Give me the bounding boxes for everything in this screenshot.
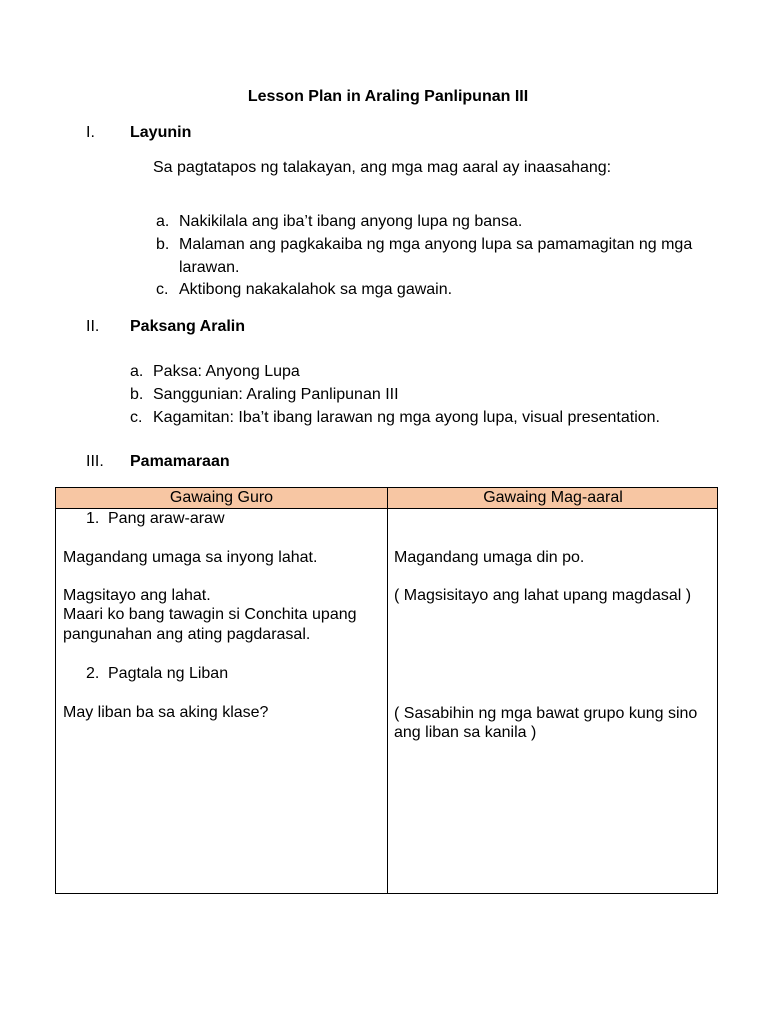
- list-item-text: Nakikilala ang iba’t ibang anyong lupa ng bansa.: [179, 213, 523, 230]
- list-marker: b.: [156, 236, 170, 253]
- section-1-numeral: I.: [86, 124, 95, 141]
- list-marker: b.: [130, 386, 144, 403]
- column-header-mag-aaral: Gawaing Mag-aaral: [483, 489, 623, 506]
- list-item-text: Aktibong nakakalahok sa mga gawain.: [179, 281, 453, 298]
- procedure-table: [55, 487, 718, 894]
- section-1-heading: Layunin: [130, 124, 192, 141]
- guro-step-2-title: Pagtala ng Liban: [108, 665, 229, 682]
- student-stand-action: ( Magsisitayo ang lahat upang magdasal ): [394, 587, 692, 604]
- section-2-heading: Paksang Aralin: [130, 318, 246, 335]
- guro-step-1-title: Pang araw-araw: [108, 510, 225, 527]
- column-header-guro: Gawaing Guro: [169, 489, 274, 506]
- student-absent-reply: ( Sasabihin ng mga bawat grupo kung sino ang liban sa kanila ): [394, 705, 698, 741]
- guro-stand-line-3: pangunahan ang ating pagdarasal.: [63, 626, 311, 643]
- list-item-text: Paksa: Anyong Lupa: [153, 363, 300, 380]
- list-item-text: Sanggunian: Araling Panlipunan III: [153, 386, 399, 403]
- section-3-numeral: III.: [86, 453, 104, 470]
- section-3-heading: Pamamaraan: [130, 453, 230, 470]
- guro-stand-line-2: Maari ko bang tawagin si Conchita upang: [63, 606, 357, 623]
- section-1-intro: Sa pagtatapos ng talakayan, ang mga mag aaral ay inaasahang:: [153, 159, 612, 176]
- guro-step-2-marker: 2.: [86, 665, 100, 682]
- guro-greeting: Magandang umaga sa inyong lahat.: [63, 549, 318, 566]
- guro-step-1-marker: 1.: [86, 510, 100, 527]
- column-divider: [387, 488, 388, 893]
- list-marker: c.: [156, 281, 169, 298]
- guro-absent-question: May liban ba sa aking klase?: [63, 704, 269, 721]
- guro-stand-line-1: Magsitayo ang lahat.: [63, 587, 211, 604]
- list-item-text: Malaman ang pagkakaiba ng mga anyong lupa sa pamamagitan ng mga larawan.: [179, 236, 693, 276]
- list-item-text: Kagamitan: Iba’t ibang larawan ng mga ayong lupa, visual presentation.: [153, 409, 660, 426]
- list-marker: c.: [130, 409, 143, 426]
- objective-item-b: [156, 233, 716, 279]
- section-2-numeral: II.: [86, 318, 100, 335]
- student-greeting-reply: Magandang umaga din po.: [394, 549, 585, 566]
- list-marker: a.: [156, 213, 170, 230]
- document-title: Lesson Plan in Araling Panlipunan III: [247, 88, 529, 105]
- list-marker: a.: [130, 363, 144, 380]
